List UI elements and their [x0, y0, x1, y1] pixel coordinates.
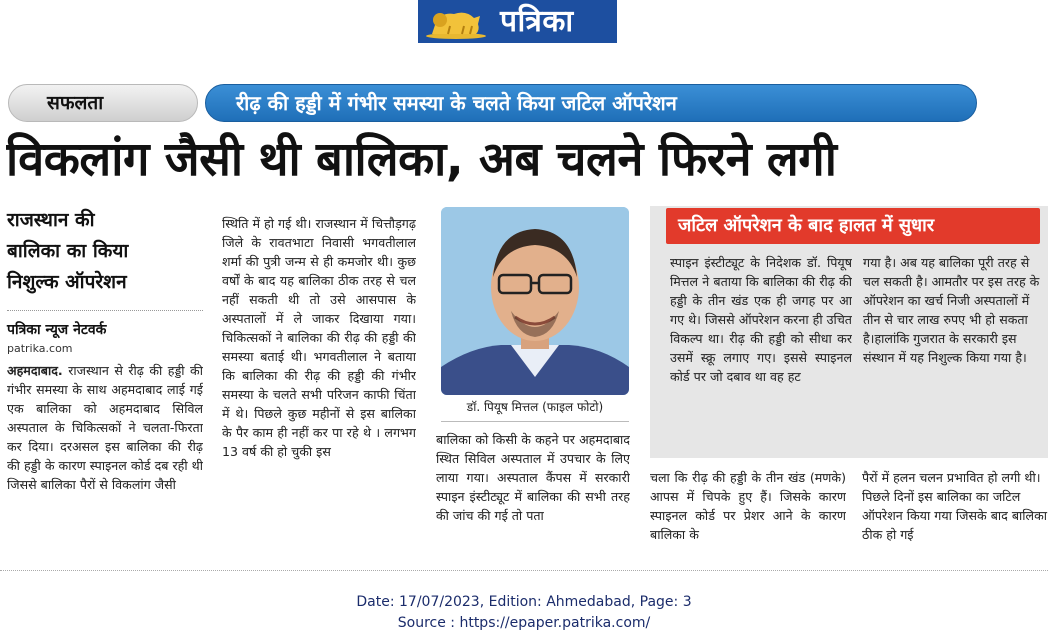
byline: पत्रिका न्यूज नेटवर्क [7, 322, 107, 338]
footer-date: Date: 17/07/2023, Edition: Ahmedabad, Page: 3 [356, 594, 692, 610]
byline-site: patrika.com [7, 342, 73, 355]
doctor-photo [441, 207, 629, 395]
photo-caption: डॉ. पियूष मित्तल (फाइल फोटो) [441, 396, 629, 422]
masthead-brand: पत्रिका [500, 4, 574, 39]
deck-bar: रीढ़ की हड्डी में गंभीर समस्या के चलते किया जटिल ऑपरेशन [205, 84, 977, 122]
article-column-4: चला कि रीढ़ की हड्डी के तीन खंड (मणके) आपस में चिपके हुए हैं। जिसके कारण स्पाइनल कोर्ड पर प्रेशर आने के कारण बालिका के [650, 470, 846, 542]
article-column-2: स्थिति में हो गई थी। राजस्थान में चित्तौड़गढ़ जिले के रावतभाटा निवासी भगवतीलाल शर्मा की पुत्री जन्म से ही कमजोर थी। कुछ वर्षों के बाद यह बालिका ठीक तरह से चल नहीं सकती थी तो उसे आसपास के अस्पतालों में ले जाकर दिखाया गया। चिकित्सकों ने बालिका की रीढ़ की हड्डी की समस्या बताई थी। भगवतीलाल ने बताया कि बालिका की रीढ़ की हड्डी की गंभीर समस्या के चलते सभी परिजन काफी चिंता में थे। पिछले कुछ महीनों से इस बालिका के पैर काम ही नहीं कर पा रहे थे । लगभग 13 वर्ष की हो चुकी इस [222, 216, 416, 459]
footer-source: Source : https://epaper.patrika.com/ [397, 615, 651, 631]
divider [7, 310, 203, 311]
dateline: अहमदाबाद. [7, 363, 63, 378]
sub-headline [7, 205, 207, 301]
article-column-1 [7, 361, 203, 557]
box-title: जटिल ऑपरेशन के बाद हालत में सुधार [666, 208, 1040, 244]
lion-emblem-icon [418, 0, 494, 43]
portrait-image-icon [441, 207, 629, 395]
box-column-a: स्पाइन इंस्टीट्यूट के निदेशक डॉ. पियूष मित्तल ने बताया कि बालिका की रीढ़ की हड्डी के तीन खंड एक ही जगह पर आ गए थे। जिससे ऑपरेशन करना ही उचित विकल्प था। रीढ़ की हड्डी को सीधा कर उसमें स्क्रू लगाए गए। इससे स्पाइनल कोर्ड पर जो दबाव था वह हट [670, 255, 852, 384]
masthead-logo [418, 0, 617, 43]
headline: विकलांग जैसी थी बालिका, अब चलने फिरने लगी [6, 132, 837, 187]
sub-headline-line: बालिका का किया [7, 240, 129, 262]
footer-divider [0, 570, 1048, 571]
column-text: राजस्थान से रीढ़ की हड्डी की गंभीर समस्या के साथ अहमदाबाद लाई गई एक बालिका को अहमदाबाद सिविल अस्पताल के चिकित्सकों ने चलता-फिरता कर दिया। दरअसल इस बालिका की रीढ़ की हड्डी के कारण स्पाइनल कोर्ड दब रही थी जिससे बालिका पैरों से विकलांग जैसी [7, 363, 203, 492]
article-column-3: बालिका को किसी के कहने पर अहमदाबाद स्थित सिविल अस्पताल में उपचार के लिए लाया गया। अस्पताल कैंपस में सरकारी स्पाइन इंस्टीट्यूट में बालिका की सभी तरह की जांच की गई तो पता [436, 432, 630, 523]
article-column-5: पैरों में हलन चलन प्रभावित हो लगी थी। पिछले दिनों इस बालिका का जटिल ऑपरेशन किया गया जिसके बाद बालिका ठीक हो गई [862, 470, 1048, 542]
box-column-b: गया है। अब यह बालिका पूरी तरह से चल सकती है। आमतौर पर इस तरह के ऑपरेशन का खर्च निजी अस्पतालों में तीन से चार लाख रुपए भी हो सकता है।हालांकि गुजरात के सरकारी इस संस्थान में यह निशुल्क किया गया है। [863, 255, 1040, 365]
sub-headline-line: निशुल्क ऑपरेशन [7, 271, 127, 293]
section-kicker: सफलता [8, 84, 198, 122]
sub-headline-line: राजस्थान की [7, 209, 95, 231]
